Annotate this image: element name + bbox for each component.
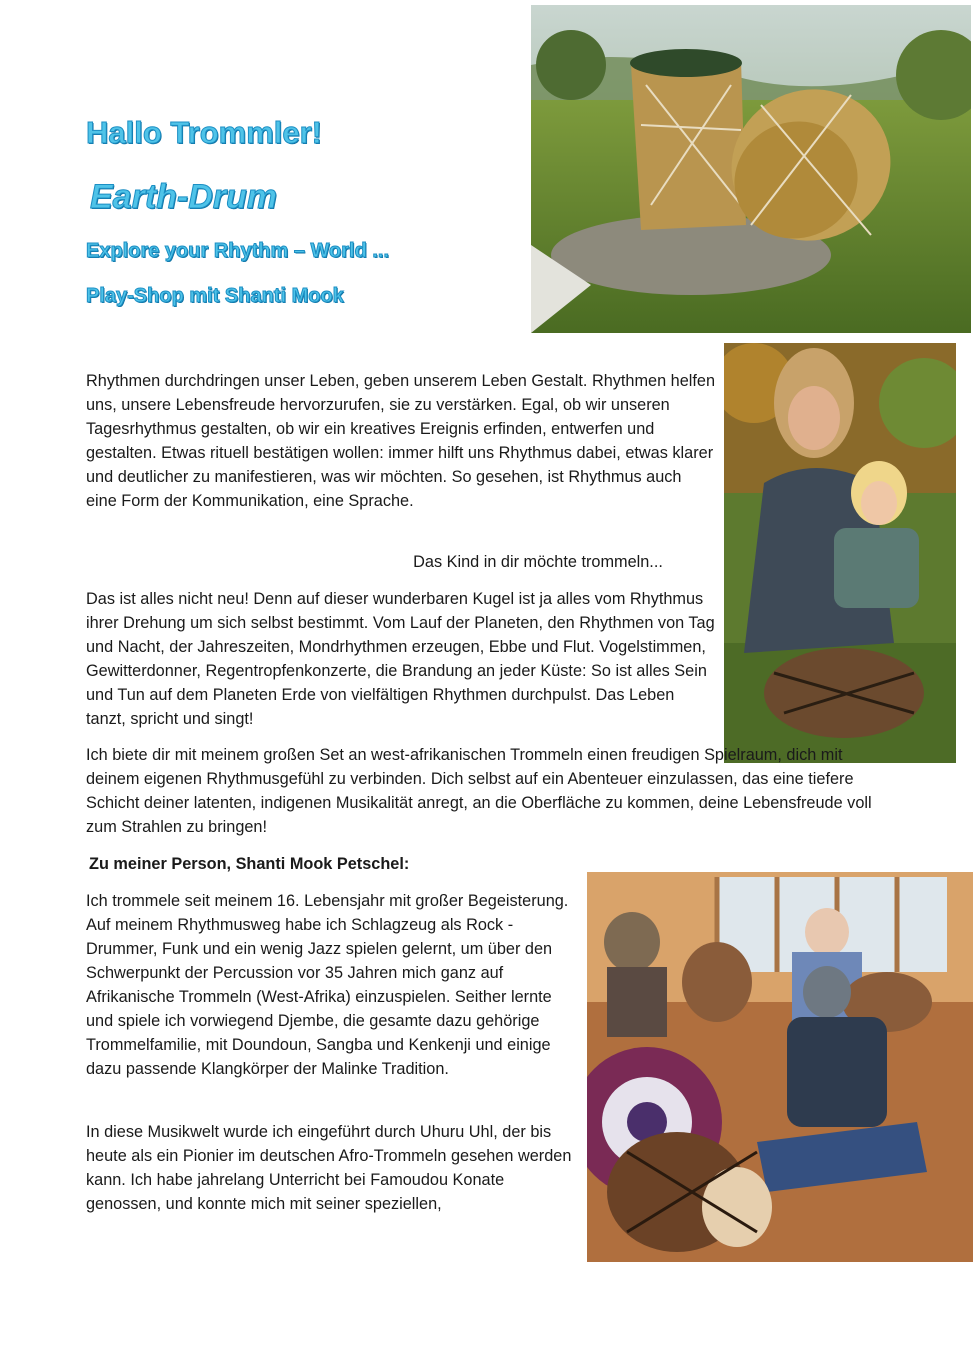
subtitle: Explore your Rhythm – World ... — [86, 240, 390, 262]
offer-paragraph: Ich biete dir mit meinem großen Set an west-afrikanischen Trommeln einen freudigen Spielraum, dich mit deinem eigenen Rhythmusgefühl zu verbinden. Dich selbst auf ein Abenteuer einzulassen, das eine tiefere Schicht deiner latenten, indigenen Musikalität anregt, an die Oberfläche zu kommen, deine Lebensfreude voll zum Strahlen zu bringen! — [86, 746, 872, 836]
teachers-paragraph: In diese Musikwelt wurde ich eingeführt durch Uhuru Uhl, der bis heute als ein Pionier im deutschen Afro-Trommeln gesehen werden kann. Ich habe jahrelang Unterricht bei Famoudou Konate genossen, und konnte mich mit seiner speziellen, — [86, 1123, 572, 1213]
bio-paragraph: Ich trommele seit meinem 16. Lebensjahr mit großer Begeisterung. Auf meinem Rhythmusweg habe ich Schlagzeug als Rock -Drummer, Funk und ein wenig Jazz spielen gelernt, um über den Schwerpunkt der Percussion vor 35 Jahren mich ganz auf Afrikanische Trommeln (West-Afrika) einzuspielen. Seither lernte und spiele ich vorwiegend Djembe, die gesamte dazu gehörige Trommelfamilie, mit Doundoun, Sangba und Kenkenji und einige dazu passende Klangkörper der Malinke Tradition. — [86, 892, 569, 1078]
drums-meadow-photo — [531, 5, 971, 333]
intro-paragraph: Rhythmen durchdringen unser Leben, geben unserem Leben Gestalt. Rhythmen helfen uns, unsere Lebensfreude hervorzurufen, sie zu verstärken. Egal, ob wir unseren Tagesrhythmus gestalten, ob wir ein kreatives Ereignis erfinden, entwerfen und gestalten. Etwas rituell bestätigen wollen: immer hilft uns Rhythmus dabei, etwas klarer und deutlicher zu manifestieren, was wir möchten. So gesehen, ist Rhythmus auch eine Form der Kommunikation, eine Sprache. — [86, 372, 716, 510]
greeting-title: Hallo Trommler! — [86, 115, 322, 150]
earth-drum-title: Earth-Drum — [90, 178, 278, 216]
about-heading: Zu meiner Person, Shanti Mook Petschel: — [89, 855, 410, 873]
child-line: Das Kind in dir möchte trommeln... — [413, 553, 663, 571]
rhythm-nature-paragraph: Das ist alles nicht neu! Denn auf dieser wunderbaren Kugel ist ja alles vom Rhythmus ihrer Drehung um sich selbst bestimmt. Vom Lauf der Planeten, den Rhythmen von Tag und Nacht, der Jahreszeiten, Mondrhythmen erzeugen, Ebbe und Flut. Vogelstimmen, Gewitterdonner, Regentropfenkonzerte, die Brandung an jeder Küste: So ist alles Sein und Tun auf dem Planeten Erde von vielfältigen Rhythmen durchpulst. Das Leben tanzt, spricht und singt! — [86, 590, 715, 728]
playshop-title: Play-Shop mit Shanti Mook — [86, 285, 344, 307]
group-drumming-photo — [587, 872, 973, 1262]
